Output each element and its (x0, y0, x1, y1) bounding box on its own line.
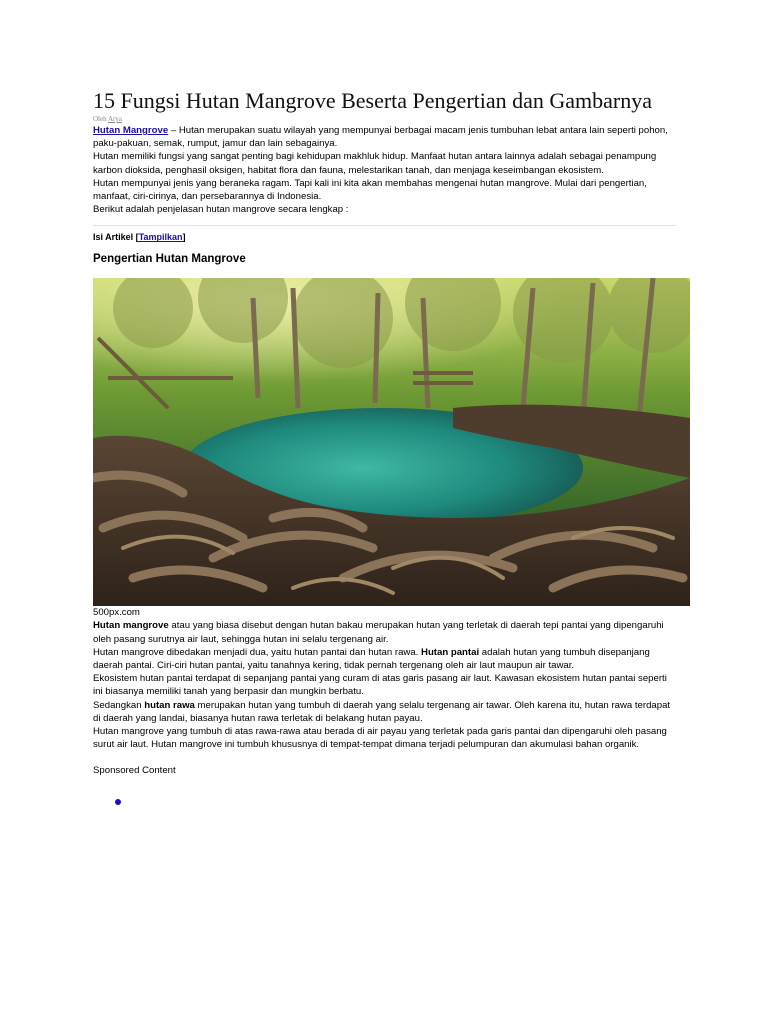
intro (93, 124, 678, 216)
table-of-contents (93, 231, 693, 243)
toc-close-bracket: ] (182, 232, 186, 243)
mangrove-photo (93, 278, 690, 606)
body-paragraph-4-bold: hutan rawa (144, 699, 195, 711)
intro-paragraph-4: Berikut adalah penjelasan hutan mangrove secara lengkap : (93, 204, 349, 216)
section-heading: Pengertian Hutan Mangrove (93, 253, 246, 266)
intro-paragraph-1-text: – Hutan merupakan suatu wilayah yang mempunyai berbagai macam jenis tumbuhan lebat antara lain seperti pohon, paku-pakuan, semak, rumput, jamur dan lain sebagainya. (93, 125, 668, 150)
body-paragraph-2-bold: Hutan pantai (421, 646, 480, 658)
article-title: 15 Fungsi Hutan Mangrove Beserta Pengertian dan Gambarnya (93, 88, 653, 113)
body-paragraph-4-text: merupakan hutan yang tumbuh di daerah yang selalu tergenang air tawar. Oleh karena itu, hutan rawa terdapat di daerah yang landai, biasanya hutan rawa terletak di belakang hutan payau. (93, 699, 671, 724)
divider (93, 225, 676, 226)
sponsored-content-label: Sponsored Content (93, 765, 176, 777)
article (93, 88, 693, 777)
body-paragraph-2-pre: Hutan mangrove dibedakan menjadi dua, yaitu hutan pantai dan hutan rawa. (93, 646, 422, 658)
byline (93, 115, 693, 124)
list-bullet (115, 799, 121, 805)
body-paragraph-1-text: atau yang biasa disebut dengan hutan bakau merupakan hutan yang terletak di daerah tepi pantai yang dipengaruhi oleh pasang surutnya air laut, sehingga hutan ini selalu tergenang air. (93, 620, 664, 645)
hutan-mangrove-link[interactable]: Hutan Mangrove (93, 125, 169, 136)
body-paragraph-4 (93, 699, 678, 725)
body-paragraph-1 (93, 619, 678, 645)
author-link[interactable]: Arya (107, 115, 122, 123)
body-paragraph-2-text: adalah hutan yang tumbuh disepanjang daerah pantai. Ciri-ciri hutan pantai, yaitu tanahnya kering, tidak pernah tergenang oleh air laut maupun air tawar. (93, 646, 650, 672)
body-paragraph-5: Hutan mangrove yang tumbuh di atas rawa-rawa atau berada di air payau yang terletak pada garis pantai dan dipengaruhi oleh pasang surut air laut. Hutan mangrove ini tumbuh khususnya di tempat-tempat dimana terjadi pelumpuran dan akumulasi bahan organik. (93, 726, 667, 751)
toc-label: Isi Artikel [ (93, 232, 139, 243)
body-text (93, 619, 678, 751)
body-paragraph-3: Ekosistem hutan pantai terdapat di sepanjang pantai yang curam di atas garis pasang air laut. Kawasan ekosistem hutan pantai seperti ini biasanya memiliki tanah yang berpasir dan mungkin berbatu. (93, 673, 667, 698)
intro-paragraph-3: Hutan mempunyai jenis yang beraneka ragam. Tapi kali ini kita akan membahas mengenai hutan mangrove. Mulai dari pengertian, manfaat, ciri-cirinya, dan persebarannya di Indonesia. (93, 177, 647, 203)
intro-paragraph-2: Hutan memiliki fungsi yang sangat penting bagi kehidupan makhluk hidup. Manfaat hutan antara lainnya adalah sebagai penampung karbon dioksida, penghasil oksigen, habitat flora dan fauna, melestarikan tanah, dan menjaga keseimbangan ekosistem. (93, 151, 657, 176)
photo-caption: 500px.com (93, 607, 140, 619)
body-paragraph-2 (93, 646, 678, 672)
intro-paragraph-1 (93, 124, 678, 150)
body-paragraph-1-bold: Hutan mangrove (93, 620, 169, 632)
byline-prefix: Oleh (93, 115, 107, 123)
toc-toggle-link[interactable]: Tampilkan (138, 232, 183, 243)
body-paragraph-4-pre: Sedangkan (93, 699, 145, 711)
